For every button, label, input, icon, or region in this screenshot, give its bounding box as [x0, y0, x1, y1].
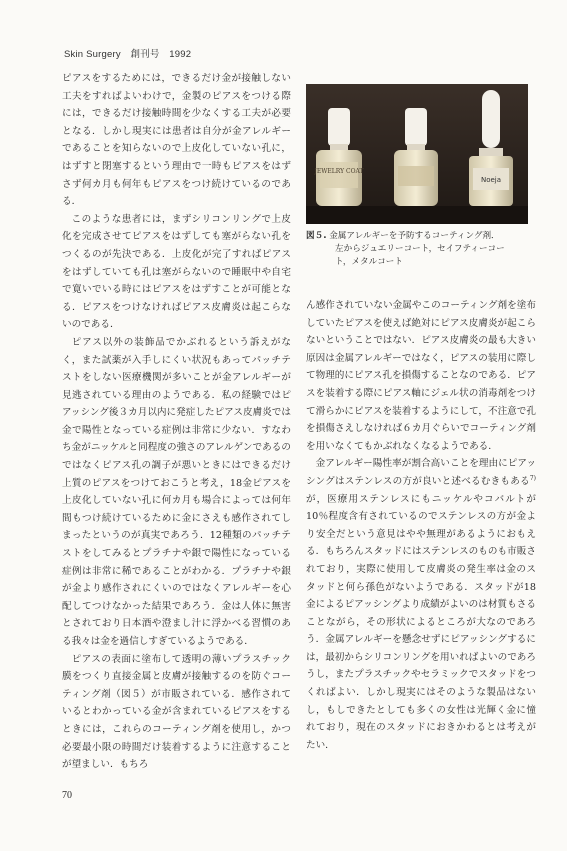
caption-line-1: 金属アレルギーを予防するコーティング剤． [329, 231, 500, 241]
paragraph: ピアスをするためには，できるだけ金が接触しない工夫をすればよいわけで，金製のピアスをつける際には，できるだけ接触時間を少なくする工夫が必要となる．しかし現実には患者は自分が金アレルギーであることを知らないので上皮化していない孔に，はずすと閉塞するという理由で一時もピアスをはずさず何カ月も何年もピアスをつけ続けているのである． [62, 73, 291, 208]
caption-line-2: 左からジュエリーコート，セイフティーコー [335, 243, 505, 254]
paragraph-text: 金アレルギー陽性率が割合高いことを理由にピアッシングはステンレスの方が良いと述べるむきもある [306, 458, 536, 487]
figure-caption [306, 230, 531, 268]
caption-line-3: ト，メタルコート [335, 256, 403, 267]
paragraph-text: が，医療用ステンレスにもニッケルやコバルトが10％程度含有されているのでステンレスの方が金より安全だという意見はやや無理があるようにおもえる．もちろんスタッドにはステンレスのものも市販されており，実際に使用して皮膚炎の発生率は金のスタッドと何ら孫色がないようである．スタッドが18金によるピアッシングより成績がよいのは材質もさることながら，その形状によるところが大なのであろう．金属アレルギーを懸念せずにピアッシングするには，最初からシリコンリングを用いればよいのであろうし，またプラスチックやセラミックでスタッドをつくればよい．しかし現実にはそのような製品はないし，もしできたとしても多くの女性は光輝く金に憧れており，現在のスタッドにおきかわるとは考えがたい． [306, 493, 536, 751]
paragraph [306, 455, 536, 754]
citation-superscript: 7) [529, 474, 536, 482]
paragraph: ん感作されていない金属やこのコーティング剤を塗布していたピアスを使えば絶対にピアス皮膚炎が起こらないということではない．ピアス皮膚炎の最も大きい原因は金属アレルギーではなく，ピアスの装用に際して物理的にピアス孔を損傷することなのである．ピアスを装着する際にピアス軸にジェル状の消毒剤をつけて滑らかにピアスを装着するようにして，不注意で孔を損傷さえしなければ６カ月ぐらいでコーティング剤を用いなくてもかぶれなくなるようである． [306, 300, 536, 452]
bottle1-label: JEWELRY COAT [314, 168, 364, 175]
page-number: 70 [62, 790, 72, 801]
bottle3-label: Noeja [480, 176, 502, 184]
paragraph: このような患者には，まずシリコンリングで上皮化を完成させてピアスをはずしても塞がらない孔をつくるのが先決である．上皮化が完了すればピアスをはずしていても孔は塞がらないので睡眠中や自宅で寛いでいる時にはピアスをはずすことが可能となる．ピアスをつけなければピアス皮膚炎は起こらないのである． [62, 213, 291, 331]
figure-photo-coating-bottles [306, 84, 528, 224]
bottles-illustration [306, 84, 528, 224]
right-column [306, 297, 536, 754]
figure-label: 図５. [306, 231, 327, 241]
paragraph: ピアスの表面に塗布して透明の薄いプラスチック膜をつくり直接金属と皮膚が接触するのを防ぐコーティング剤（図５）が市販されている．感作されているとわかっている金が含まれているピアスをするときには，これらのコーティング剤を使用し，かつ必要最小限の時間だけ装着するように注意することが望ましい．もちろ [62, 653, 291, 771]
paragraph: ピアス以外の装飾品でかぶれるという訴えがなく，また試薬が入手しにくい状況もあってパッチテストをしない医療機関が多いことが金アレルギーが見逃されている理由のようである．私の経験ではピアッシング後３カ月以内に発症したピアス皮膚炎では金で陽性となっている症例は非常に少ない．すなわち金がニッケルと同程度の強さのアレルゲンであるのではなくピアス孔の調子が悪いときにはできるだけ上質のピアスをつけておこうと考え，18金ピアスを上皮化していない孔に何カ月も場合によっては何年間もつけ続けているために金にさえも感作されてしまったというのが真実であろう．12種類のパッチテストをしてみるとプラチナや銀で陽性になっている症例は非常に稀であることがわかる．プラチナや銀が金より感作されにくいのではなくアレルギーを心配してつけなかった結果であろう．金は人体に無害とされており日本酒や澄まし汁に浮かべる習慣のある我々は金を過信しすぎているようである． [62, 336, 291, 647]
left-column [62, 70, 291, 774]
running-header: Skin Surgery 創刊号 1992 [64, 49, 192, 60]
